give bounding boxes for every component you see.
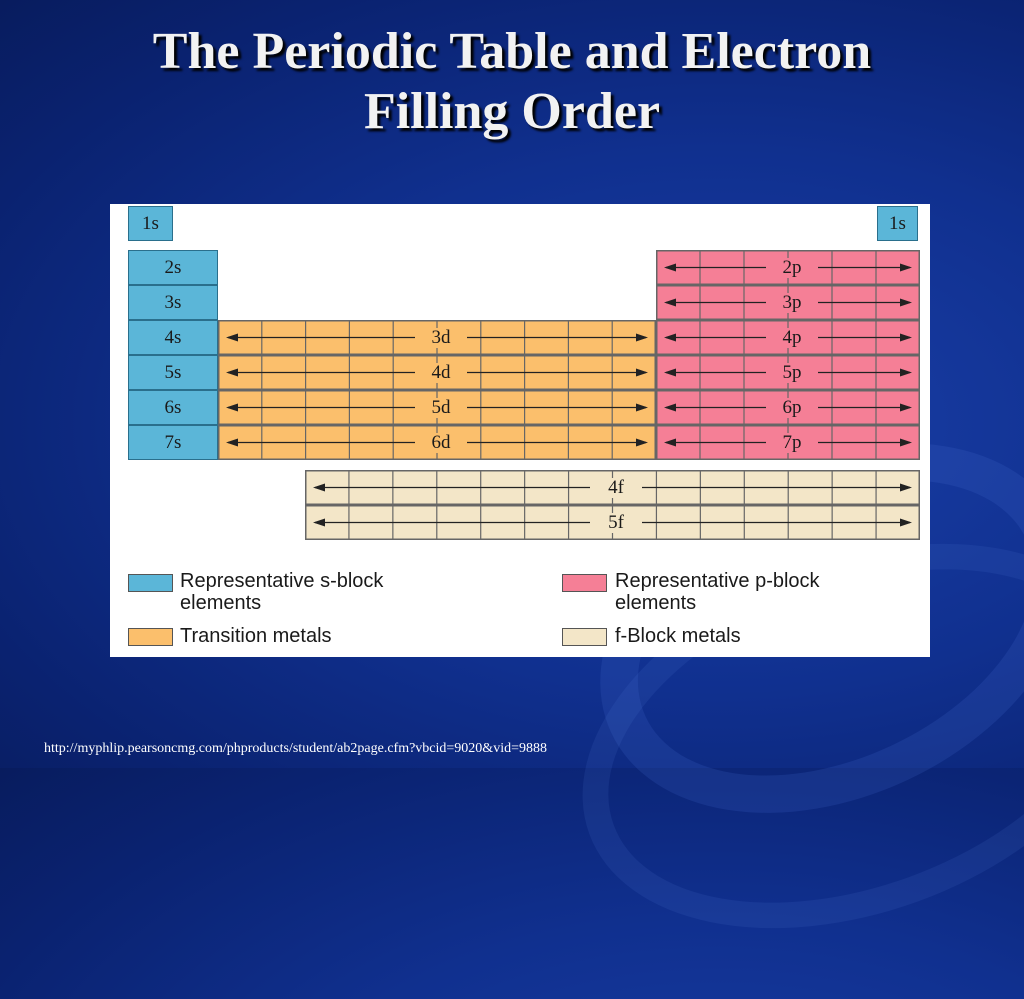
legend-transition: Transition metals [180,625,332,647]
legend-s-block-line1: Representative s-block [180,570,384,592]
p-block-row-arrowhead-left [664,439,676,447]
p-block-row-arrowhead-right [900,299,912,307]
p-block-row-arrowhead-left [664,264,676,272]
legend-swatch-p-block [562,574,607,592]
d-block-row [218,425,656,460]
p-block-row-arrowhead-left [664,404,676,412]
p-block-row-arrowhead-right [900,369,912,377]
d-block-row-label: 4d [415,363,467,383]
f-block-row-arrowhead-right [900,484,912,492]
slide-title [0,22,1024,142]
d-block-row-label: 6d [415,433,467,453]
p-block-row-arrowhead-right [900,404,912,412]
p-block-row-label: 6p [766,398,818,418]
legend-p-block-line1: Representative p-block [615,570,820,592]
d-block-row-arrowhead-right [636,439,648,447]
d-block-row [218,320,656,355]
d-block-row-arrowhead-left [226,334,238,342]
p-block-row-label: 3p [766,293,818,313]
p-block-row-arrowhead-right [900,334,912,342]
p-block-row [656,285,920,320]
p-block-row [656,425,920,460]
legend-swatch-transition [128,628,173,646]
f-block-row-arrowhead-right [900,519,912,527]
s-block-cell: 5s [128,355,218,390]
p-block-row [656,250,920,285]
d-block-row-arrowhead-right [636,369,648,377]
p-block-row-arrowhead-right [900,439,912,447]
f-block-row-arrowhead-left [313,519,325,527]
legend-p-block-line2: elements [615,592,697,614]
legend-swatch-s-block [128,574,173,592]
f-block-row [305,470,920,505]
f-block-row-label: 4f [590,478,642,498]
cell-1s-left: 1s [128,206,173,241]
p-block-row-label: 5p [766,363,818,383]
f-block-row-label: 5f [590,513,642,533]
d-block-row-arrowhead-right [636,404,648,412]
title-line-1: The Periodic Table and Electron [152,23,872,80]
s-block-cell: 4s [128,320,218,355]
f-block-row [305,505,920,540]
f-block-row-arrowhead-left [313,484,325,492]
s-block-cell: 7s [128,425,218,460]
d-block-row-arrowhead-left [226,439,238,447]
p-block-row-arrowhead-left [664,299,676,307]
p-block-row-arrowhead-left [664,334,676,342]
d-block-row-arrowhead-left [226,369,238,377]
d-block-row-arrowhead-left [226,404,238,412]
periodic-table-figure [110,204,930,657]
legend-p-block [615,570,820,614]
p-block-row [656,355,920,390]
d-block-row-label: 3d [415,328,467,348]
legend-s-block-line2: elements [180,592,262,614]
legend-s-block [180,570,383,614]
d-block-row [218,355,656,390]
p-block-row [656,320,920,355]
d-block-row-arrowhead-right [636,334,648,342]
legend-swatch-f-block [562,628,607,646]
p-block-row [656,390,920,425]
d-block-row [218,390,656,425]
legend-f-block: f-Block metals [615,625,741,647]
s-block-cell: 2s [128,250,218,285]
p-block-row-arrowhead-left [664,369,676,377]
s-block-cell: 3s [128,285,218,320]
p-block-row-label: 7p [766,433,818,453]
p-block-row-label: 2p [766,258,818,278]
cell-1s-right: 1s [877,206,918,241]
p-block-row-label: 4p [766,328,818,348]
p-block-row-arrowhead-right [900,264,912,272]
title-line-2: Filling Order [363,83,661,140]
s-block-cell: 6s [128,390,218,425]
d-block-row-label: 5d [415,398,467,418]
source-url: http://myphlip.pearsoncmg.com/phproducts/student/ab2page.cfm?vbcid=9020&vid=9888 [44,741,547,756]
